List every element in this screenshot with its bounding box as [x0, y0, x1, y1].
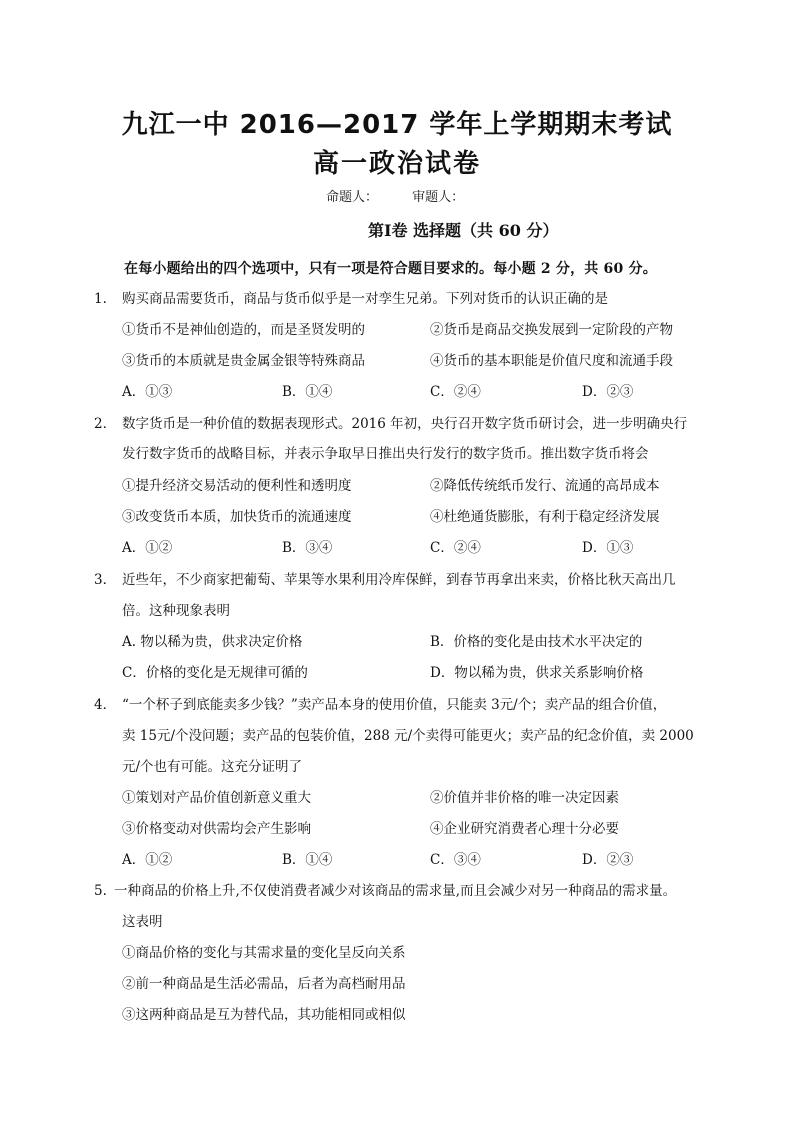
question-stem: 这表明: [122, 914, 163, 930]
section-title: 第Ⅰ卷 选择题（共 60 分）: [368, 221, 559, 240]
answer-option-a: A. 物以稀为贵，供求决定价格: [122, 634, 303, 650]
question-number: 2．: [94, 416, 117, 432]
question-number: 1.: [94, 291, 107, 307]
question-stem: 卖 15元/个没问题；卖产品的包装价值，288 元/个卖得可能更火；卖产品的纪念价值，卖 2000: [122, 728, 694, 744]
answer-option-a: A．①②: [122, 540, 173, 556]
question-stem: 购买商品需要货币，商品与货币似乎是一对孪生兄弟。下列对货币的认识正确的是: [122, 291, 608, 307]
author-label: 命题人：: [326, 190, 379, 205]
answer-option-a: A．①②: [122, 852, 173, 868]
exam-subtitle: 高一政治试卷: [312, 149, 481, 179]
question-stem: 一种商品的价格上升,不仅使消费者减少对该商品的需求量,而且会减少对另一种商品的需求量。: [114, 883, 677, 899]
answer-option-d: D．②③: [582, 384, 634, 400]
exam-title: 九江一中 2016—2017 学年上学期期末考试: [121, 110, 673, 140]
instructions: 在每小题给出的四个选项中，只有一项是符合题目要求的。每小题 2 分，共 60 分。: [124, 261, 657, 277]
statement: ③货币的本质就是贵金属金银等特殊商品: [122, 353, 365, 369]
question-stem: 发行数字货币的战略目标，并表示争取早日推出央行发行的数字货币。推出数字货币将会: [122, 446, 649, 462]
statement: ①商品价格的变化与其需求量的变化呈反向关系: [122, 945, 406, 961]
question-number: 4．: [94, 697, 117, 713]
statement: ②价值并非价格的唯一决定因素: [430, 790, 619, 806]
question-stem: 元/个也有可能。这充分证明了: [122, 759, 303, 775]
question-number: 3．: [94, 572, 117, 588]
answer-option-b: B．①④: [282, 384, 333, 400]
statement: ②货币是商品交换发展到一定阶段的产物: [430, 322, 673, 338]
answer-option-b: B．价格的变化是由技术水平决定的: [430, 634, 643, 650]
statement: ④杜绝通货膨胀，有利于稳定经济发展: [430, 509, 660, 525]
statement: ④企业研究消费者心理十分必要: [430, 821, 619, 837]
statement: ①策划对产品价值创新意义重大: [122, 790, 311, 806]
statement: ③改变货币本质，加快货币的流通速度: [122, 509, 352, 525]
question-stem: “一个杯子到底能卖多少钱？”卖产品本身的使用价值，只能卖 3元/个；卖产品的组合价值，: [122, 697, 667, 713]
answer-option-c: C．③④: [430, 852, 481, 868]
statement: ②前一种商品是生活必需品，后者为高档耐用品: [122, 976, 406, 992]
statement: ③这两种商品是互为替代品，其功能相同或相似: [122, 1007, 406, 1023]
question-stem: 数字货币是一种价值的数据表现形式。2016 年初，央行召开数字货币研讨会，进一步明确央行: [122, 416, 688, 432]
answer-option-c: C．价格的变化是无规律可循的: [122, 665, 308, 681]
answer-option-b: B．①④: [282, 852, 333, 868]
answer-option-b: B．③④: [282, 540, 333, 556]
statement: ①货币不是神仙创造的，而是圣贤发明的: [122, 322, 365, 338]
statement: ①提升经济交易活动的便利性和透明度: [122, 478, 352, 494]
question-stem: 倍。这种现象表明: [122, 603, 230, 619]
answer-option-d: D．②③: [582, 852, 634, 868]
author-line: [326, 186, 494, 205]
question-number: 5.: [94, 883, 107, 899]
statement: ④货币的基本职能是价值尺度和流通手段: [430, 353, 673, 369]
question-stem: 近些年，不少商家把葡萄、苹果等水果利用冷库保鲜，到春节再拿出来卖，价格比秋天高出几: [122, 572, 676, 588]
answer-option-c: C．②④: [430, 540, 481, 556]
reviewer-label: 审题人：: [412, 190, 465, 205]
answer-option-a: A．①③: [122, 384, 173, 400]
statement: ②降低传统纸币发行、流通的高昂成本: [430, 478, 660, 494]
answer-option-d: D．①③: [582, 540, 634, 556]
answer-option-c: C．②④: [430, 384, 481, 400]
statement: ③价格变动对供需均会产生影响: [122, 821, 311, 837]
answer-option-d: D．物以稀为贵，供求关系影响价格: [430, 665, 644, 681]
